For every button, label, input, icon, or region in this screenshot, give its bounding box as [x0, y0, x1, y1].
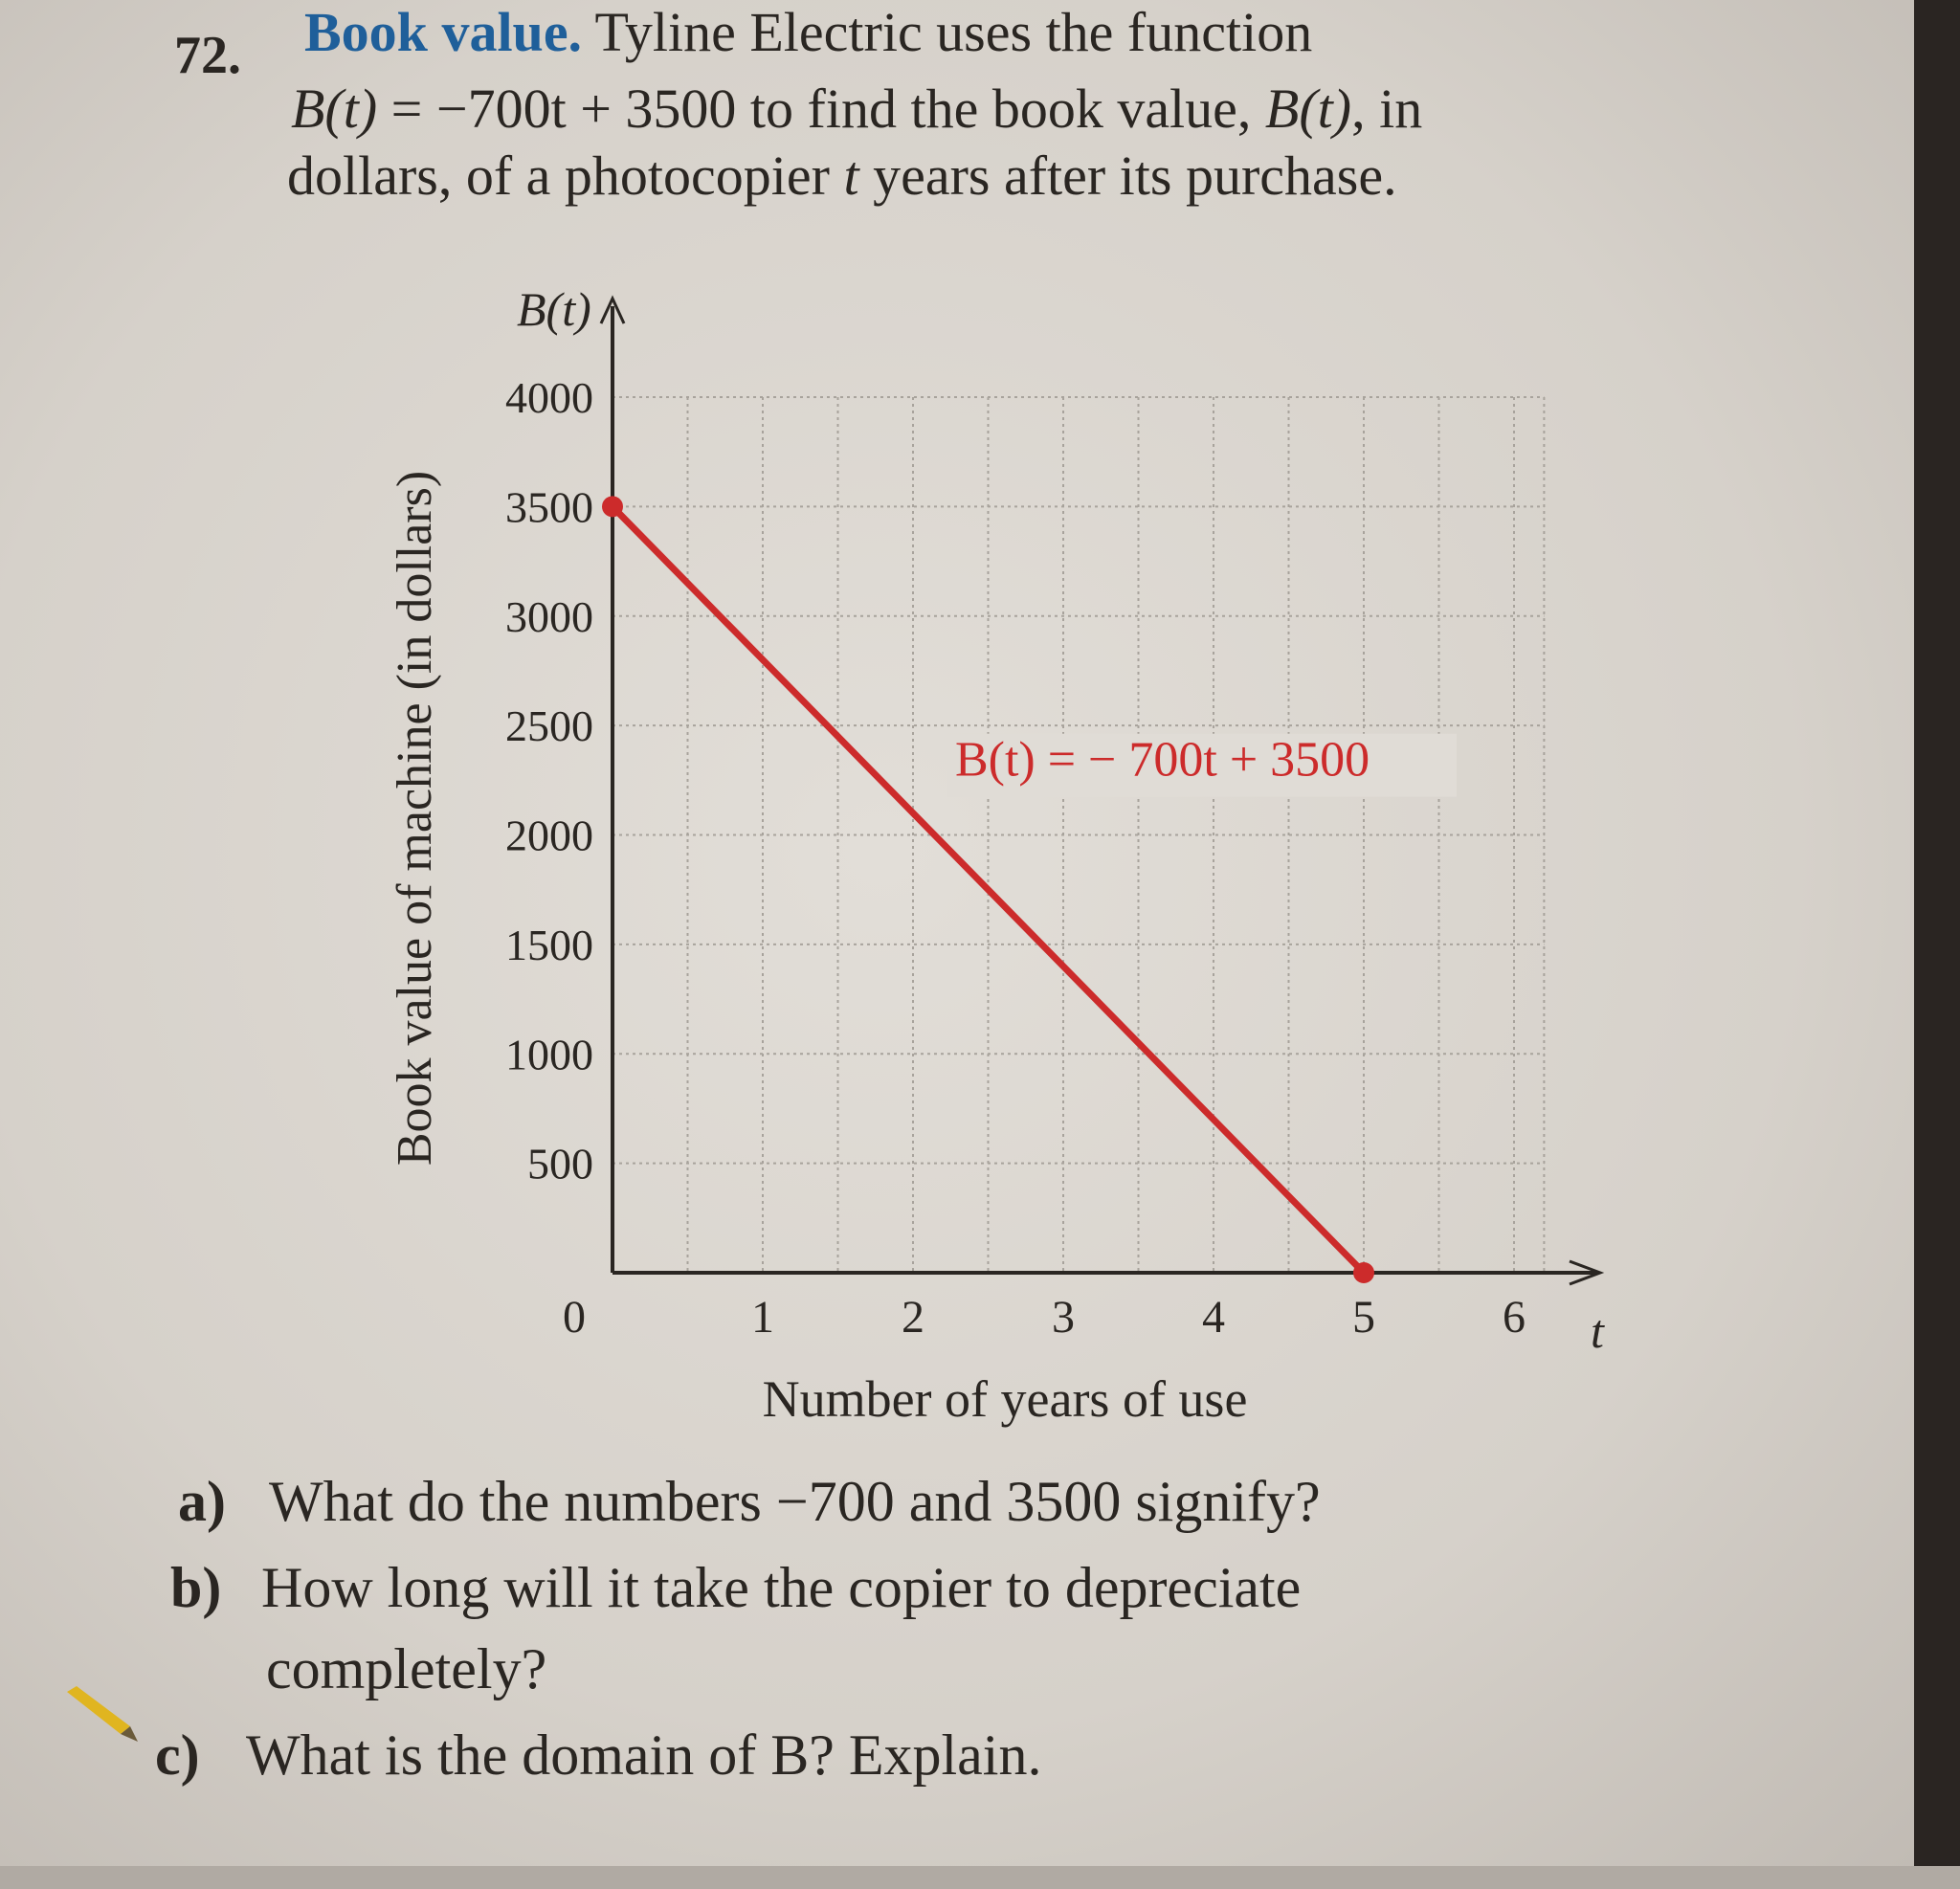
x-tick-label: 5: [1352, 1292, 1375, 1343]
data-point: [602, 496, 623, 517]
x-tick-label: 0: [563, 1292, 586, 1343]
question-b-text: How long will it take the copier to depreciate: [261, 1556, 1302, 1619]
question-a: [178, 1469, 1321, 1535]
problem-line3-post: years after its purchase.: [858, 144, 1397, 207]
data-point: [1353, 1262, 1374, 1283]
y-tick-label: 3000: [505, 591, 593, 641]
question-b-letter: b): [170, 1556, 222, 1619]
question-b-continued: [266, 1636, 546, 1702]
y-axis-variable: B(t): [517, 282, 591, 336]
x-tick-label: 4: [1202, 1292, 1225, 1343]
y-tick-label: 4000: [505, 373, 593, 422]
problem-line1-text: Tyline Electric uses the function: [594, 1, 1313, 63]
series-label: B(t) = − 700t + 3500: [954, 732, 1370, 788]
x-tick-label: 3: [1052, 1292, 1075, 1343]
function-equation-text: = −700t + 3500 to find the book value,: [377, 78, 1265, 140]
y-tick-label: 1500: [505, 920, 593, 969]
pencil-icon: [63, 1686, 140, 1744]
question-a-letter: a): [178, 1470, 226, 1533]
y-tick-label: 3500: [505, 482, 593, 532]
function-bt: B(t): [1264, 78, 1352, 140]
y-tick-label: 2000: [505, 811, 593, 860]
question-b: [170, 1555, 1301, 1621]
function-lhs: B(t): [291, 78, 378, 140]
question-c-letter: c): [155, 1723, 200, 1787]
series-line: [612, 506, 1364, 1273]
y-tick-label: 500: [527, 1139, 593, 1189]
x-axis-title: Number of years of use: [762, 1370, 1248, 1428]
photo-background-edge: [1914, 0, 1960, 1889]
problem-line2-tail: , in: [1351, 78, 1423, 140]
problem-line3-t: t: [843, 144, 859, 207]
x-tick-label: 2: [902, 1292, 924, 1343]
x-tick-label: 6: [1503, 1292, 1526, 1343]
question-c-text: What is the domain of B? Explain.: [246, 1723, 1042, 1787]
question-a-text: What do the numbers −700 and 3500 signify?: [269, 1470, 1321, 1533]
y-tick-label: 2500: [505, 701, 593, 751]
x-tick-label: 1: [751, 1292, 774, 1343]
x-axis-variable: t: [1591, 1304, 1604, 1358]
y-tick-label: 1000: [505, 1030, 593, 1079]
y-axis-title: Book value of machine (in dollars): [388, 470, 442, 1167]
question-c: [155, 1722, 1041, 1789]
photo-bottom-edge: [0, 1866, 1960, 1889]
problem-number: 72.: [174, 26, 241, 85]
question-b-continued-text: completely?: [266, 1637, 547, 1700]
problem-heading: Book value.: [304, 1, 583, 63]
problem-line3-pre: dollars, of a photocopier: [287, 144, 844, 207]
